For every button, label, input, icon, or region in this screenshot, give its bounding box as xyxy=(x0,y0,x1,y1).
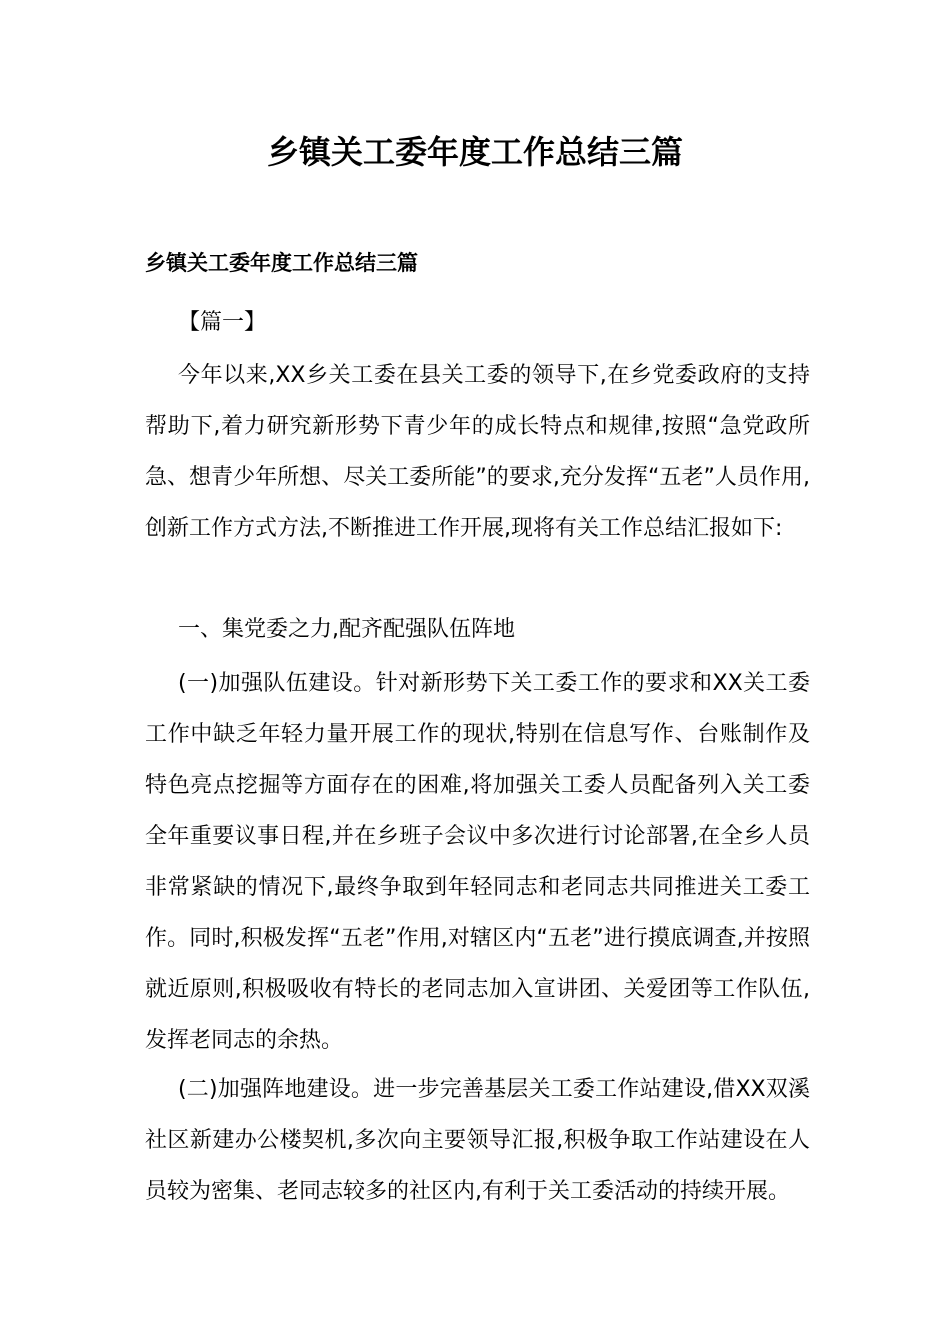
paragraph-base-building: (二)加强阵地建设。进一步完善基层关工委工作站建设,借XX双溪社区新建办公楼契机,多次向主要领导汇报,积极争取工作站建设在人员较为密集、老同志较多的社区内,有利于关工委活动的持续开展。 xyxy=(145,1077,810,1204)
document-title: 乡镇关工委年度工作总结三篇 xyxy=(266,133,683,171)
document-subtitle: 乡镇关工委年度工作总结三篇 xyxy=(145,251,418,275)
section-label: 【篇一】 xyxy=(178,310,267,335)
paragraph-team-building: (一)加强队伍建设。针对新形势下关工委工作的要求和XX关工委工作中缺乏年轻力量开展工作的现状,特别在信息写作、台账制作及特色亮点挖掘等方面存在的困难,将加强关工委人员配备列入关工委全年重要议事日程,并在乡班子会议中多次进行讨论部署,在全乡人员非常紧缺的情况下,最终争取到年轻同志和老同志共同推进关工委工作。同时,积极发挥“五老”作用,对辖区内“五老”进行摸底调查,并按照就近原则,积极吸收有特长的老同志加入宣讲团、关爱团等工作队伍,发挥老同志的余热。 xyxy=(145,671,810,1053)
paragraph-intro: 今年以来,XX乡关工委在县关工委的领导下,在乡党委政府的支持帮助下,着力研究新形势下青少年的成长特点和规律,按照“急党政所急、想青少年所想、尽关工委所能”的要求,充分发挥“五老”人员作用,创新工作方式方法,不断推进工作开展,现将有关工作总结汇报如下: xyxy=(145,363,810,541)
section-heading-1: 一、集党委之力,配齐配强队伍阵地 xyxy=(178,617,515,642)
